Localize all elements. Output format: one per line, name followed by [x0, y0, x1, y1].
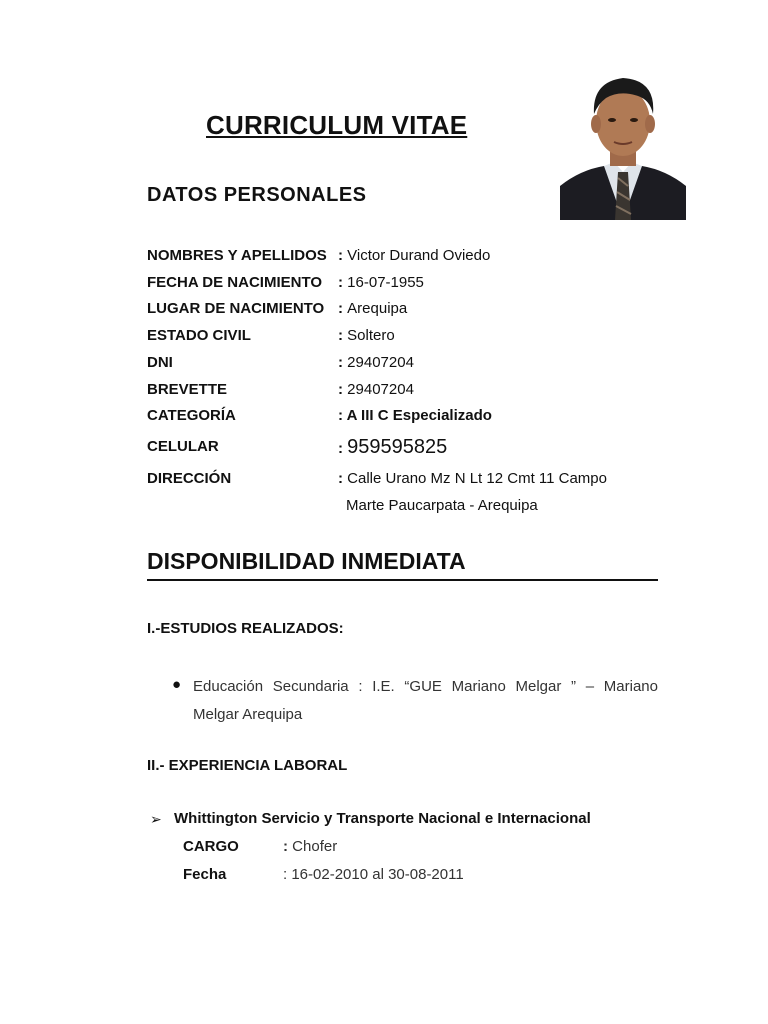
field-label: FECHA DE NACIMIENTO: [147, 274, 323, 291]
document-title: CURRICULUM VITAE: [206, 110, 468, 140]
field-value: : A III C Especializado: [338, 407, 492, 424]
field-value: : Calle Urano Mz N Lt 12 Cmt 11 Campo: [338, 470, 607, 487]
personal-data-heading: DATOS PERSONALES: [147, 184, 367, 206]
field-label: LUGAR DE NACIMIENTO: [147, 300, 325, 317]
field-label: CATEGORÍA: [147, 407, 236, 424]
bullet-icon: ●: [172, 676, 182, 693]
date-value: : 16-02-2010 al 30-08-2011: [283, 866, 464, 883]
field-label: NOMBRES Y APELLIDOS: [147, 247, 327, 264]
studies-item: Educación Secundaria : I.E. “GUE Mariano Melgar ” – Mariano Melgar Arequipa: [193, 678, 658, 723]
availability-heading: DISPONIBILIDAD INMEDIATA: [147, 548, 658, 581]
field-label: DIRECCIÓN: [147, 470, 232, 487]
field-value: : Victor Durand Oviedo: [338, 247, 491, 264]
field-value: : Arequipa: [338, 300, 408, 317]
studies-heading: I.-ESTUDIOS REALIZADOS:: [147, 620, 344, 637]
field-value: : 959595825: [338, 436, 448, 458]
field-label: DNI: [147, 354, 173, 371]
field-value: : 16-07-1955: [338, 274, 424, 291]
arrow-bullet-icon: ➢: [150, 811, 162, 827]
field-label: BREVETTE: [147, 381, 228, 398]
address-continuation: Marte Paucarpata - Arequipa: [346, 497, 538, 514]
field-label: ESTADO CIVIL: [147, 327, 251, 344]
experience-heading: II.- EXPERIENCIA LABORAL: [147, 757, 348, 774]
field-value: : 29407204: [338, 354, 414, 371]
field-value: : Soltero: [338, 327, 395, 344]
field-label: CELULAR: [147, 438, 219, 455]
profile-photo: [560, 68, 686, 220]
date-label: Fecha: [183, 866, 227, 883]
company-name: Whittington Servicio y Transporte Nacional e Internacional: [174, 810, 591, 827]
field-value: : 29407204: [338, 381, 414, 398]
cargo-value: : Chofer: [283, 838, 338, 855]
cargo-label: CARGO: [183, 838, 239, 855]
